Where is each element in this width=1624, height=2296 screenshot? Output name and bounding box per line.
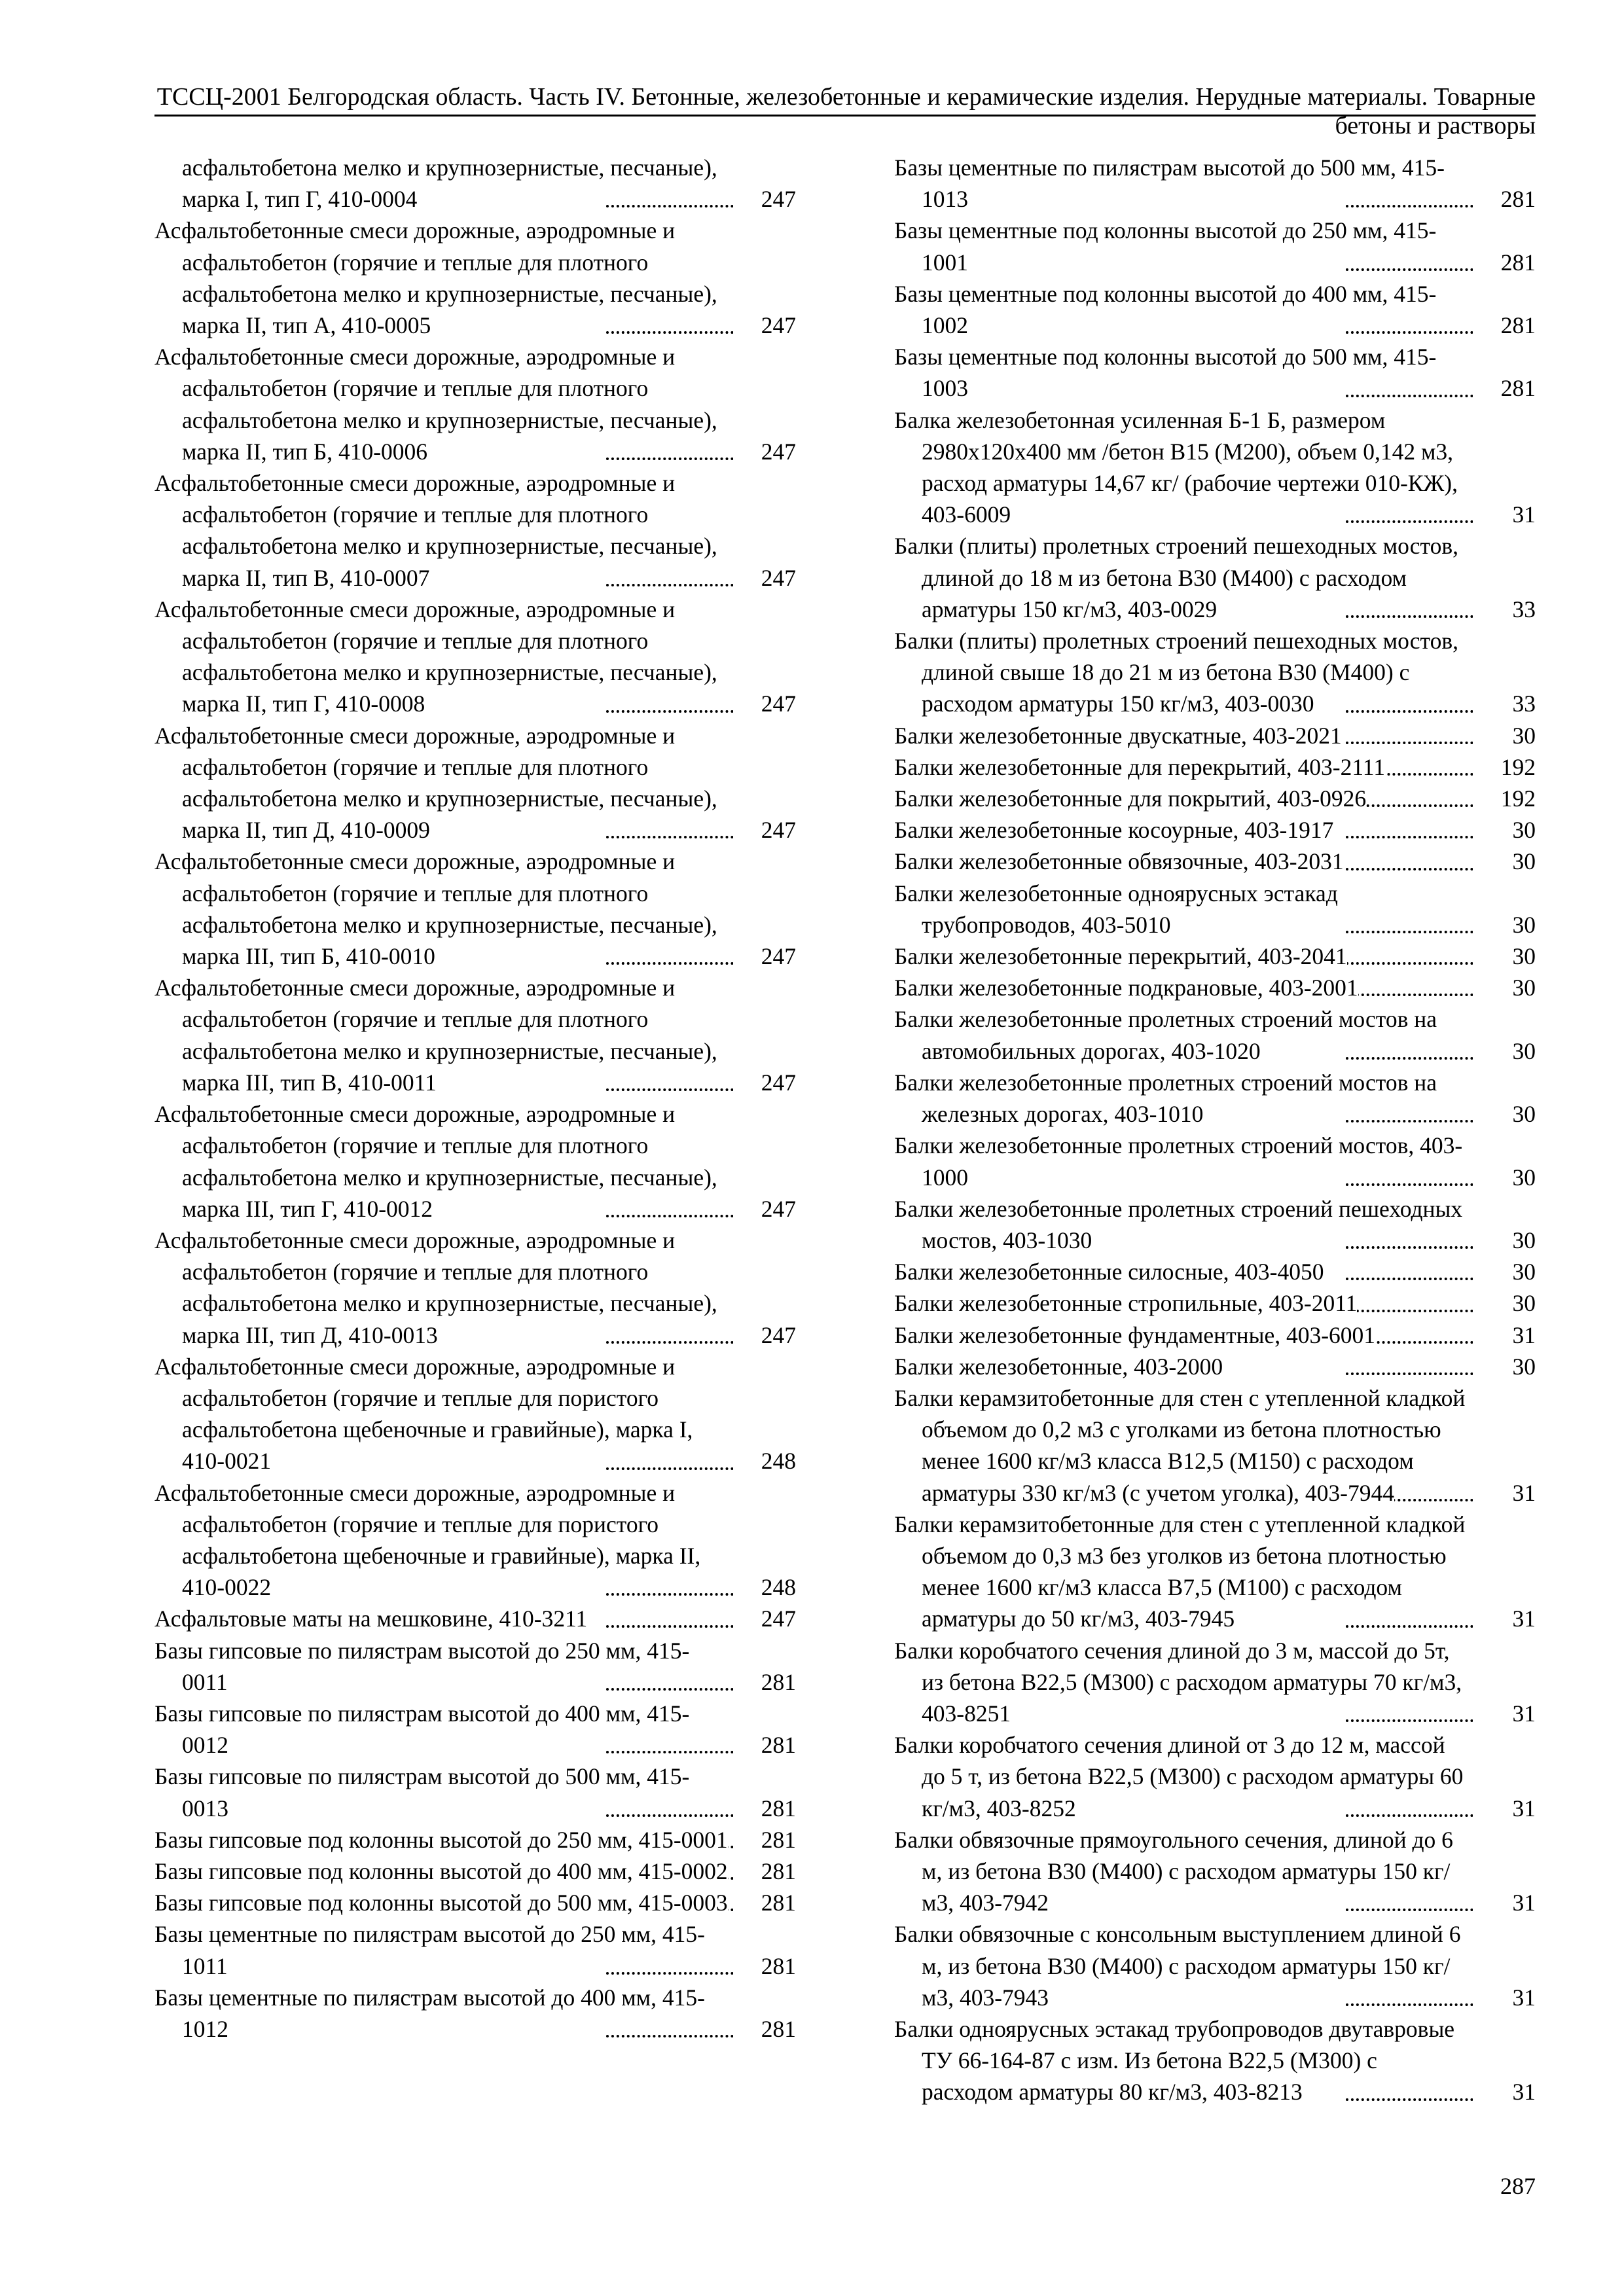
index-entry-text: Балки железобетонные силосные, 403-4050 (894, 1259, 1324, 1285)
index-entry (154, 215, 796, 341)
index-entry (154, 846, 796, 972)
index-entry (894, 751, 1536, 783)
index-entry-page: 30 (1473, 1035, 1536, 1067)
index-entry (894, 1287, 1536, 1319)
index-entry-page: 281 (733, 1950, 796, 1982)
index-entry-text: Асфальтовые маты на мешковине, 410-3211 (154, 1605, 588, 1632)
index-entry-page: 192 (1473, 751, 1536, 783)
index-entry-page: 30 (1473, 909, 1536, 941)
index-entry-text: Базы гипсовые под колонны высотой до 250 мм, 415-0001 (154, 1826, 728, 1853)
index-entry-text: Балки железобетонные пролетных строений пешеходных мостов, 403-1030 (894, 1195, 1463, 1253)
index-entry-page: 247 (733, 1067, 796, 1098)
index-entry (154, 467, 796, 594)
index-entry (894, 1509, 1536, 1635)
index-entry-text: Балки железобетонные обвязочные, 403-2031 (894, 848, 1344, 875)
index-entry-page: 281 (1473, 372, 1536, 404)
index-entry-page: 31 (1473, 1982, 1536, 2013)
index-entry-text: Асфальтобетонные смеси дорожные, аэродромные и асфальтобетон (горячие и теплые для плотного асфальтобетона мелко и крупнозернистые, песчаные), марка II, тип В, 410-0007 (154, 470, 717, 591)
index-entry-text: Асфальтобетонные смеси дорожные, аэродромные и асфальтобетон (горячие и теплые для плотного асфальтобетона мелко и крупнозернистые, песчаные), марка III, тип Г, 410-0012 (154, 1101, 717, 1222)
index-entry-page: 281 (733, 2013, 796, 2045)
index-entry (154, 1761, 796, 1823)
index-entry-text: Балки железобетонные пролетных строений мостов на автомобильных дорогах, 403-1020 (894, 1006, 1437, 1064)
index-entry-text: Базы цементные под колонны высотой до 250 мм, 415-1001 (894, 217, 1437, 276)
index-entry (894, 1319, 1536, 1351)
index-entry-text: Балки обвязочные прямоугольного сечения, длиной до 6 м, из бетона В30 (М400) с расходом арматуры 150 кг/м3, 403-7942 (894, 1826, 1453, 1916)
index-entry-text: Базы гипсовые по пилястрам высотой до 400 мм, 415-0012 (154, 1700, 690, 1759)
index-entry-page: 192 (1473, 783, 1536, 814)
index-entry-text: Балки железобетонные подкрановые, 403-2001 (894, 975, 1358, 1001)
page-number: 287 (1500, 2173, 1536, 2199)
index-entry (154, 1982, 796, 2045)
index-entry-page: 247 (733, 310, 796, 341)
index-column-right (894, 152, 1536, 2108)
index-entry-text: Балки железобетонные перекрытий, 403-2041 (894, 943, 1347, 970)
index-entry (894, 878, 1536, 941)
index-entry-page: 247 (733, 941, 796, 972)
index-entry (894, 1824, 1536, 1919)
index-entry (154, 1824, 796, 1856)
index-entry (894, 972, 1536, 1003)
index-entry-page: 30 (1473, 1287, 1536, 1319)
index-entry (154, 594, 796, 720)
index-entry-page: 281 (733, 1887, 796, 1918)
index-entry-page: 30 (1473, 941, 1536, 972)
index-entry-page: 33 (1473, 594, 1536, 625)
index-entry-text: Балки (плиты) пролетных строений пешеходных мостов, длиной свыше 18 до 21 м из бетона В30 (М400) с расходом арматуры 150 кг/м3, 403-0030 (894, 628, 1458, 717)
index-entry-page: 248 (733, 1445, 796, 1477)
index-entry (894, 1130, 1536, 1193)
index-entry (154, 341, 796, 467)
index-entry (894, 152, 1536, 215)
index-entry-page: 31 (1473, 1603, 1536, 1634)
index-entry-text: Балки железобетонные одноярусных эстакад трубопроводов, 403-5010 (894, 880, 1338, 938)
index-entry-page: 281 (1473, 247, 1536, 278)
index-entry-page: 247 (733, 814, 796, 846)
index-entry-text: Базы цементные по пилястрам высотой до 500 мм, 415-1013 (894, 154, 1445, 213)
index-entry-text: Базы гипсовые под колонны высотой до 500 мм, 415-0003 (154, 1890, 728, 1916)
index-entry (894, 1729, 1536, 1824)
index-entry (154, 1351, 796, 1477)
index-entry-text: Асфальтобетонные смеси дорожные, аэродромные и асфальтобетон (горячие и теплые для плотного асфальтобетона мелко и крупнозернистые, песчаные), марка II, тип А, 410-0005 (154, 217, 717, 339)
index-entry (154, 1603, 796, 1634)
index-entry-page: 247 (733, 183, 796, 215)
index-entry-page: 31 (1473, 1319, 1536, 1351)
index-entry (154, 1635, 796, 1698)
index-entry-text: Балки железобетонные, 403-2000 (894, 1353, 1223, 1380)
index-entry-page: 281 (1473, 310, 1536, 341)
index-entry-text: Балки железобетонные фундаментные, 403-6001 (894, 1321, 1376, 1348)
index-entry (894, 1351, 1536, 1382)
index-entry-text: Балки железобетонные для перекрытий, 403-2111 (894, 753, 1385, 780)
index-entry-text: Асфальтобетонные смеси дорожные, аэродромные и асфальтобетон (горячие и теплые для плотного асфальтобетона мелко и крупнозернистые, песчаные), марка II, тип Г, 410-0008 (154, 596, 717, 717)
index-entry (894, 530, 1536, 625)
index-entry-page: 30 (1473, 972, 1536, 1003)
index-entry-text: Балки железобетонные пролетных строений мостов на железных дорогах, 403-1010 (894, 1069, 1437, 1128)
index-entry-text: Базы цементные по пилястрам высотой до 400 мм, 415-1012 (154, 1984, 705, 2042)
index-entry (894, 1067, 1536, 1130)
index-entry-page: 30 (1473, 1256, 1536, 1287)
index-entry (894, 814, 1536, 846)
index-entry-text: Балки коробчатого сечения длиной до 3 м, массой до 5т, из бетона В22,5 (М300) с расходом арматуры 70 кг/м3, 403-8251 (894, 1637, 1462, 1727)
index-entry-text: Базы цементные под колонны высотой до 400 мм, 415-1002 (894, 280, 1437, 339)
index-entry (894, 1635, 1536, 1730)
index-entry-text: Асфальтобетонные смеси дорожные, аэродромные и асфальтобетон (горячие и теплые для пористого асфальтобетона щебеночные и гравийные), марка I, 410-0021 (154, 1353, 693, 1475)
index-entry (154, 1698, 796, 1761)
index-entry (894, 1256, 1536, 1287)
index-entry-text: Балки железобетонные косоурные, 403-1917 (894, 817, 1334, 844)
index-entry-page: 281 (733, 1793, 796, 1824)
index-entry-page: 247 (733, 688, 796, 719)
index-entry-text: Балки (плиты) пролетных строений пешеходных мостов, длиной до 18 м из бетона В30 (М400) с расходом арматуры 150 кг/м3, 403-0029 (894, 533, 1458, 622)
index-entry-text: Балка железобетонная усиленная Б-1 Б, размером 2980х120х400 мм /бетон В15 (М200), объем 0,142 м3, расход арматуры 14,67 кг/ (рабочие чертежи 010-КЖ), 403-6009 (894, 406, 1458, 528)
index-entry (894, 341, 1536, 404)
index-entry-page: 33 (1473, 688, 1536, 719)
index-entry (894, 1193, 1536, 1256)
index-entry (894, 720, 1536, 751)
index-column-left (154, 152, 796, 2045)
index-entry (154, 1477, 796, 1604)
index-entry-page: 30 (1473, 846, 1536, 877)
index-entry-text: Базы цементные под колонны высотой до 500 мм, 415-1003 (894, 344, 1437, 402)
index-entry-page: 247 (733, 1603, 796, 1634)
index-entry-page: 30 (1473, 814, 1536, 846)
index-entry-text: Балки железобетонные стропильные, 403-2011 (894, 1290, 1358, 1317)
index-entry (154, 1918, 796, 1981)
index-entry (154, 1098, 796, 1225)
index-entry-text: Балки керамзитобетонные для стен с утепленной кладкой объемом до 0,2 м3 с уголками из бетона плотностью менее 1600 кг/м3 класса В12,5 (М150) с расходом арматуры 330 кг/м3 (с учетом уголка), 403-7944 (894, 1384, 1466, 1506)
index-entry-page: 247 (733, 436, 796, 467)
index-entry-page: 31 (1473, 1477, 1536, 1509)
index-entry-page: 30 (1473, 1098, 1536, 1130)
index-entry-text: Базы гипсовые по пилястрам высотой до 500 мм, 415-0013 (154, 1763, 690, 1821)
index-entry (154, 152, 796, 215)
index-entry-text: Балки железобетонные пролетных строений мостов, 403-1000 (894, 1132, 1463, 1191)
index-entry (154, 1225, 796, 1351)
index-entry (894, 846, 1536, 877)
index-entry (894, 1382, 1536, 1509)
index-entry-page: 30 (1473, 1162, 1536, 1193)
index-entry-text: Балки железобетонные для покрытий, 403-0926 (894, 785, 1367, 812)
index-entry (894, 1003, 1536, 1066)
header-rule (154, 115, 1536, 117)
index-entry-page: 31 (1473, 1698, 1536, 1729)
index-entry (894, 625, 1536, 720)
index-entry-text: Базы цементные по пилястрам высотой до 250 мм, 415-1011 (154, 1921, 705, 1979)
index-entry (154, 972, 796, 1098)
running-header: ТССЦ-2001 Белгородская область. Часть IV. Бетонные, железобетонные и керамические изделия. Нерудные материалы. Товарные бетоны и растворы (156, 83, 1536, 139)
index-entry-page: 30 (1473, 1351, 1536, 1382)
index-entry-page: 31 (1473, 1887, 1536, 1918)
index-entry-text: Асфальтобетонные смеси дорожные, аэродромные и асфальтобетон (горячие и теплые для плотного асфальтобетона мелко и крупнозернистые, песчаные), марка II, тип Д, 410-0009 (154, 722, 717, 844)
index-entry-page: 30 (1473, 720, 1536, 751)
index-entry-text: Базы гипсовые под колонны высотой до 400 мм, 415-0002 (154, 1857, 728, 1884)
index-entry-page: 31 (1473, 499, 1536, 530)
index-entry-page: 31 (1473, 2076, 1536, 2108)
index-entry-text: Асфальтобетонные смеси дорожные, аэродромные и асфальтобетон (горячие и теплые для плотного асфальтобетона мелко и крупнозернистые, песчаные), марка II, тип Б, 410-0006 (154, 344, 717, 465)
index-entry-page: 31 (1473, 1793, 1536, 1824)
index-entry-text: Балки коробчатого сечения длиной от 3 до 12 м, массой до 5 т, из бетона В22,5 (М300) с расходом арматуры 60 кг/м3, 403-8252 (894, 1732, 1464, 1821)
index-entry (154, 720, 796, 846)
index-entry-text: Балки железобетонные двускатные, 403-2021 (894, 722, 1342, 749)
index-entry-text: асфальтобетона мелко и крупнозернистые, песчаные), марка I, тип Г, 410-0004 (182, 154, 717, 213)
index-entry-text: Асфальтобетонные смеси дорожные, аэродромные и асфальтобетон (горячие и теплые для плотного асфальтобетона мелко и крупнозернистые, песчаные), марка III, тип Д, 410-0013 (154, 1227, 717, 1348)
index-entry (894, 1918, 1536, 2013)
index-entry-text: Балки керамзитобетонные для стен с утепленной кладкой объемом до 0,3 м3 без уголков из бетона плотностью менее 1600 кг/м3 класса В7,5 (М100) с расходом арматуры до 50 кг/м3, 403-7945 (894, 1511, 1466, 1632)
index-entry (154, 1856, 796, 1887)
index-entry-page: 247 (733, 1319, 796, 1351)
index-entry (894, 278, 1536, 341)
index-entry (894, 783, 1536, 814)
index-entry-page: 247 (733, 1193, 796, 1225)
index-entry-page: 281 (733, 1856, 796, 1887)
index-entry-text: Асфальтобетонные смеси дорожные, аэродромные и асфальтобетон (горячие и теплые для плотного асфальтобетона мелко и крупнозернистые, песчаные), марка III, тип В, 410-0011 (154, 975, 717, 1096)
index-entry-text: Балки обвязочные с консольным выступлением длиной 6 м, из бетона В30 (М400) с расходом арматуры 150 кг/м3, 403-7943 (894, 1921, 1461, 2011)
index-entry-page: 281 (1473, 183, 1536, 215)
index-entry-page: 281 (733, 1666, 796, 1698)
index-entry-page: 247 (733, 562, 796, 594)
index-entry-text: Балки одноярусных эстакад трубопроводов двутавровые ТУ 66-164-87 с изм. Из бетона В22,5 (М300) с расходом арматуры 80 кг/м3, 403-8213 (894, 2015, 1455, 2106)
index-entry (894, 2013, 1536, 2108)
index-entry-page: 248 (733, 1571, 796, 1603)
index-entry (894, 404, 1536, 531)
index-entry-page: 281 (733, 1729, 796, 1761)
index-entry (894, 215, 1536, 278)
index-entry-text: Асфальтобетонные смеси дорожные, аэродромные и асфальтобетон (горячие и теплые для пористого асфальтобетона щебеночные и гравийные), марка II, 410-0022 (154, 1479, 701, 1601)
index-entry-text: Базы гипсовые по пилястрам высотой до 250 мм, 415-0011 (154, 1637, 690, 1695)
index-entry (154, 1887, 796, 1918)
index-entry-page: 281 (733, 1824, 796, 1856)
index-entry-text: Асфальтобетонные смеси дорожные, аэродромные и асфальтобетон (горячие и теплые для плотного асфальтобетона мелко и крупнозернистые, песчаные), марка III, тип Б, 410-0010 (154, 848, 717, 970)
index-entry (894, 941, 1536, 972)
index-entry-page: 30 (1473, 1225, 1536, 1256)
